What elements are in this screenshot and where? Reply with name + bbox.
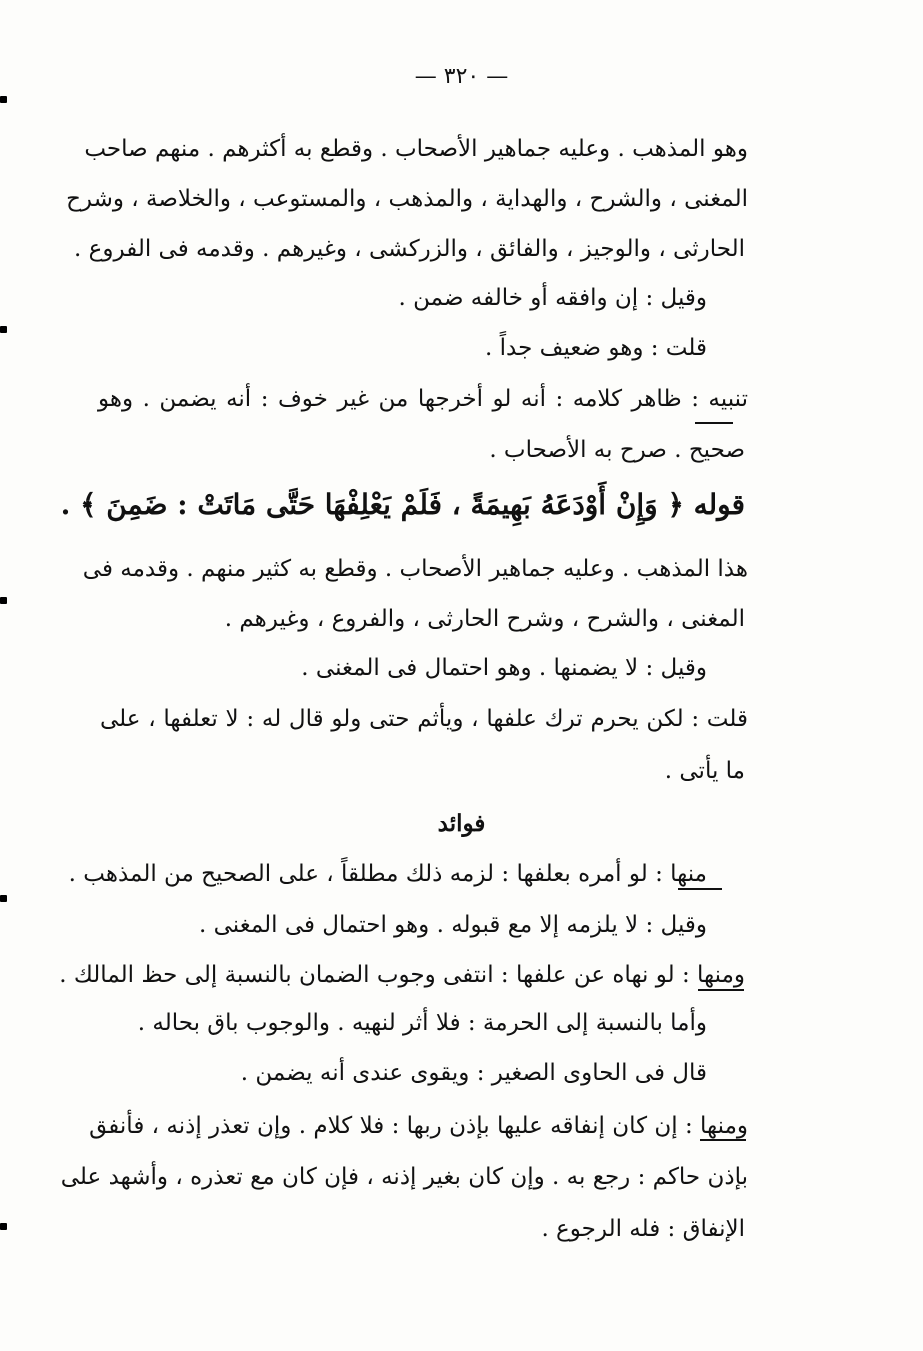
text-line: تنبيه : ظاهر كلامه : أنه لو أخرجها من غير خوف : أنه يضمن . وهو xyxy=(98,386,748,412)
text-line: المغنى ، والشرح ، والهداية ، والمذهب ، والمستوعب ، والخلاصة ، وشرح xyxy=(66,186,748,212)
text-line: ومنها : إن كان إنفاقه عليها بإذن ربها : فلا كلام . وإن تعذر إذنه ، فأنفق xyxy=(89,1113,748,1139)
underline-mark xyxy=(698,989,744,991)
scan-edge-mark xyxy=(0,326,7,333)
underline-mark xyxy=(700,1139,746,1141)
underline-mark xyxy=(678,888,722,890)
text-line: قال فى الحاوى الصغير : ويقوى عندى أنه يضمن . xyxy=(240,1060,707,1086)
text-line: صحيح . صرح به الأصحاب . xyxy=(489,437,745,463)
section-title: فوائد xyxy=(437,810,486,837)
scan-edge-mark xyxy=(0,895,7,902)
text-line: وهو المذهب . وعليه جماهير الأصحاب . وقطع به أكثرهم . منهم صاحب xyxy=(84,136,748,162)
text-line: المغنى ، والشرح ، وشرح الحارثى ، والفروع ، وغيرهم . xyxy=(224,606,745,632)
text-line: منها : لو أمره بعلفها : لزمه ذلك مطلقاً ، على الصحيح من المذهب . xyxy=(68,861,707,887)
verse-heading: قوله ﴿ وَإِنْ أَوْدَعَهُ بَهِيمَةً ، فَلَمْ يَعْلِفْهَا حَتَّى مَاتَتْ : ضَمِنَ ﴾ . xyxy=(60,488,745,521)
text-line: وأما بالنسبة إلى الحرمة : فلا أثر لنهيه . والوجوب باق بحاله . xyxy=(137,1010,707,1036)
scan-edge-mark xyxy=(0,597,7,604)
scan-edge-mark xyxy=(0,1223,7,1230)
text-line: قلت : لكن يحرم ترك علفها ، ويأثم حتى ولو قال له : لا تعلفها ، على xyxy=(100,706,748,732)
scan-edge-mark xyxy=(0,96,7,103)
text-line: ومنها : لو نهاه عن علفها : انتفى وجوب الضمان بالنسبة إلى حظ المالك . xyxy=(59,962,745,988)
text-line: الإنفاق : فله الرجوع . xyxy=(541,1216,745,1242)
text-line: ما يأتى . xyxy=(664,758,745,784)
page-number: — ٣٢٠ — xyxy=(414,64,509,89)
underline-mark xyxy=(695,422,733,424)
text-line: وقيل : إن وافقه أو خالفه ضمن . xyxy=(398,285,707,311)
text-line: هذا المذهب . وعليه جماهير الأصحاب . وقطع به كثير منهم . وقدمه فى xyxy=(82,556,748,582)
text-line: الحارثى ، والوجيز ، والفائق ، والزركشى ، وغيرهم . وقدمه فى الفروع . xyxy=(74,236,745,262)
text-line: قلت : وهو ضعيف جداً . xyxy=(485,335,707,361)
text-line: وقيل : لا يلزمه إلا مع قبوله . وهو احتمال فى المغنى . xyxy=(198,912,707,938)
text-line: وقيل : لا يضمنها . وهو احتمال فى المغنى . xyxy=(301,655,707,681)
text-line: بإذن حاكم : رجع به . وإن كان بغير إذنه ، فإن كان مع تعذره ، وأشهد على xyxy=(60,1164,748,1190)
